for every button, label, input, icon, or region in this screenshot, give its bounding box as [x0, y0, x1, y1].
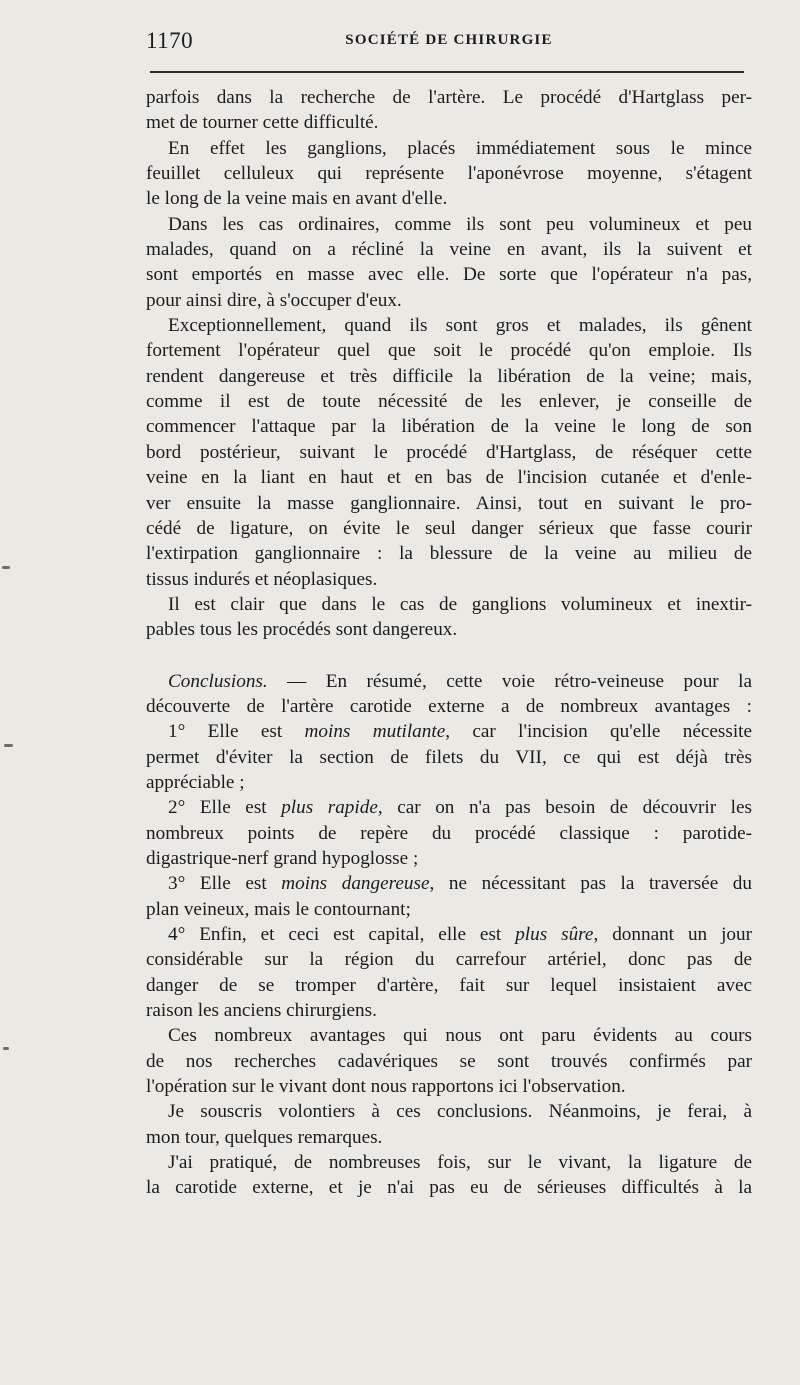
text-line — [146, 922, 752, 947]
text-line: cédé de ligature, on évite le seul danger sérieux que fasse courir — [146, 517, 752, 539]
text-run: , donnant un jour — [593, 924, 752, 945]
text-line: le long de la veine mais en avant d'elle. — [146, 188, 448, 210]
text-run: 1° Elle est — [168, 721, 305, 743]
text-line: de nos recherches cadavériques se sont trouvés confirmés par — [146, 1050, 752, 1072]
text-line: bord postérieur, suivant le procédé d'Hartglass, de réséquer cette — [146, 441, 752, 463]
text-line: parfois dans la recherche de l'artère. Le procédé d'Hartglass per- — [146, 87, 752, 108]
text-line: digastrique-nerf grand hypoglosse ; — [146, 847, 419, 869]
text-line — [146, 669, 752, 694]
scan-margin-marks — [0, 0, 20, 1385]
text-line: mon tour, quelques remarques. — [146, 1126, 383, 1148]
text-line: Exceptionnellement, quand ils sont gros et malades, ils gênent — [168, 315, 752, 337]
text-line: Il est clair que dans le cas de ganglions volumineux et inextir- — [168, 593, 752, 615]
text-line: considérable sur la région du carrefour artériel, donc pas de — [146, 949, 752, 971]
text-line: permet d'éviter la section de filets du VII, ce qui est déjà très — [146, 746, 752, 768]
text-line: malades, quand on a récliné la veine en avant, ils la suivent et — [146, 239, 752, 261]
text-line: raison les anciens chirurgiens. — [146, 1000, 377, 1022]
italic-emphasis: plus sûre — [515, 924, 594, 945]
text-line: pables tous les procédés sont dangereux. — [146, 619, 458, 641]
text-line: Ces nombreux avantages qui nous ont paru évidents au cours — [168, 1025, 752, 1047]
text-run: 4° Enfin, et ceci est capital, elle est — [168, 924, 516, 945]
italic-emphasis: plus rapide — [281, 797, 378, 819]
text-run: — En résumé, cette voie rétro-veineuse pour la — [287, 670, 752, 692]
text-run: 2° Elle est — [168, 797, 282, 819]
text-line: pour ainsi dire, à s'occuper d'eux. — [146, 289, 402, 311]
page-number: 1170 — [146, 28, 194, 53]
text-line: Je souscris volontiers à ces conclusions. Néanmoins, je ferai, à — [168, 1101, 752, 1123]
text-run: 3° Elle est — [168, 873, 282, 895]
text-line: veine en la liant en haut et en bas de l'incision cutanée et d'enle- — [146, 467, 752, 489]
italic-heading: Conclusions. — [168, 670, 268, 692]
text-line: nombreux points de repère du procédé classique : parotide- — [146, 822, 752, 844]
page-header — [146, 28, 752, 58]
text-line: ver ensuite la masse ganglionnaire. Ainsi, tout en suivant le pro- — [146, 492, 752, 514]
text-line: rendent dangereuse et très difficile la libération de la veine; mais, — [146, 365, 752, 387]
text-line: sont emportés en masse avec elle. De sorte que l'opérateur n'a pas, — [146, 264, 752, 286]
text-run: , ne nécessitant pas la traversée du — [429, 873, 752, 895]
header-rule — [150, 71, 744, 73]
text-line: appréciable ; — [146, 771, 245, 793]
text-line: l'opération sur le vivant dont nous rapportons ici l'observation. — [146, 1076, 626, 1098]
text-line: découverte de l'artère carotide externe a de nombreux avantages : — [146, 695, 752, 717]
text-line: comme il est de toute nécessité de les enlever, je conseille de — [146, 391, 752, 413]
text-line — [146, 719, 752, 744]
text-run: , car l'incision qu'elle nécessite — [445, 721, 752, 743]
text-line: fortement l'opérateur quel que soit le procédé qu'on emploie. Ils — [146, 340, 752, 362]
text-line: feuillet celluleux qui représente l'aponévrose moyenne, s'étagent — [146, 163, 752, 185]
text-line: En effet les ganglions, placés immédiatement sous le mince — [168, 137, 752, 159]
text-line: la carotide externe, et je n'ai pas eu de sérieuses difficultés à la — [146, 1177, 752, 1199]
text-line: commencer l'attaque par la libération de la veine le long de son — [146, 416, 752, 438]
text-line: danger de se tromper d'artère, fait sur lequel insistaient avec — [146, 974, 752, 996]
text-line: Dans les cas ordinaires, comme ils sont peu volumineux et peu — [168, 213, 752, 235]
text-run: , car on n'a pas besoin de découvrir les — [377, 797, 752, 819]
paragraph-gap — [146, 643, 752, 669]
body-text — [146, 85, 752, 1201]
text-line — [146, 871, 752, 896]
italic-emphasis: moins mutilante — [304, 721, 446, 743]
running-title: SOCIÉTÉ DE CHIRURGIE — [345, 32, 553, 48]
text-line: J'ai pratiqué, de nombreuses fois, sur le vivant, la ligature de — [168, 1152, 752, 1174]
text-line: l'extirpation ganglionnaire : la blessure de la veine au milieu de — [146, 543, 752, 565]
italic-emphasis: moins dangereuse — [281, 873, 430, 895]
text-line: tissus indurés et néoplasiques. — [146, 568, 378, 590]
text-line — [146, 795, 752, 820]
text-line: met de tourner cette difficulté. — [146, 112, 379, 134]
text-line: plan veineux, mais le contournant; — [146, 898, 411, 920]
